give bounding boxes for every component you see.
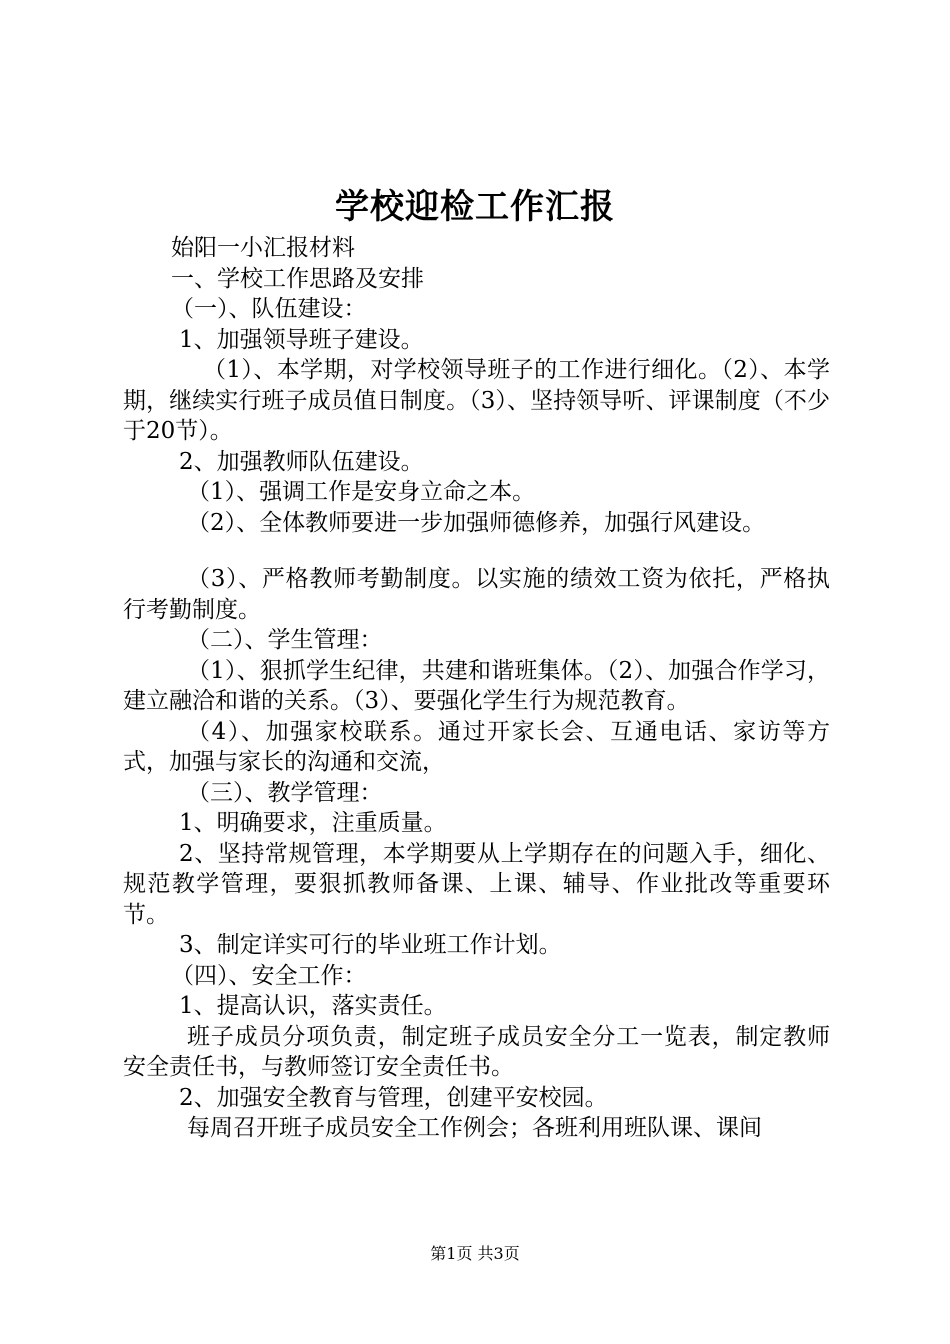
paragraph: （4）、加强家校联系。通过开家长会、互通电话、家访等方式，加强与家长的沟通和交流，: [123, 718, 830, 775]
paragraph: 班子成员分项负责，制定班子成员安全分工一览表，制定教师安全责任书，与教师签订安全责任书。: [123, 1023, 830, 1080]
paragraph-source: 始阳一小汇报材料: [171, 235, 355, 261]
list-item: （2）、全体教师要进一步加强师德修养，加强行风建设。: [187, 509, 766, 536]
subsection-heading-teaching: （三）、教学管理：: [187, 779, 383, 806]
list-item: 1、加强领导班子建设。: [179, 326, 424, 353]
blank-line: [123, 538, 830, 564]
list-item: 3、制定详实可行的毕业班工作计划。: [179, 932, 562, 958]
paragraph: 2、坚持常规管理，本学期要从上学期存在的问题入手，细化、规范教学管理，要狠抓教师备课、上课、辅导、作业批改等重要环节。: [123, 840, 830, 928]
paragraph: （1）、本学期，对学校领导班子的工作进行细化。（2）、本学期，继续实行班子成员值日制度。（3）、坚持领导听、评课制度（不少于20节）。: [123, 357, 830, 444]
list-item: 1、明确要求，注重质量。: [179, 810, 447, 836]
list-item: 2、加强教师队伍建设。: [179, 448, 424, 475]
subsection-heading-students: （二）、学生管理：: [187, 627, 383, 653]
list-item: （1）、强调工作是安身立命之本。: [187, 479, 536, 505]
document-body: [123, 233, 830, 1144]
subsection-heading-team: （一）、队伍建设：: [171, 296, 367, 322]
paragraph: （1）、狠抓学生纪律，共建和谐班集体。（2）、加强合作学习，建立融洽和谐的关系。（3）、要强化学生行为规范教育。: [123, 657, 830, 714]
list-item: 1、提高认识，落实责任。: [179, 993, 447, 1019]
paragraph: 每周召开班子成员安全工作例会；各班利用班队课、课间: [187, 1115, 762, 1141]
paragraph: （3）、严格教师考勤制度。以实施的绩效工资为依托，严格执行考勤制度。: [123, 566, 830, 623]
section-heading-1: 一、学校工作思路及安排: [171, 265, 424, 292]
subsection-heading-safety: （四）、安全工作：: [171, 962, 367, 989]
document-title: 学校迎检工作汇报: [335, 187, 615, 227]
page-footer: 第1页 共3页: [430, 1244, 520, 1263]
list-item: 2、加强安全教育与管理，创建平安校园。: [179, 1084, 608, 1111]
